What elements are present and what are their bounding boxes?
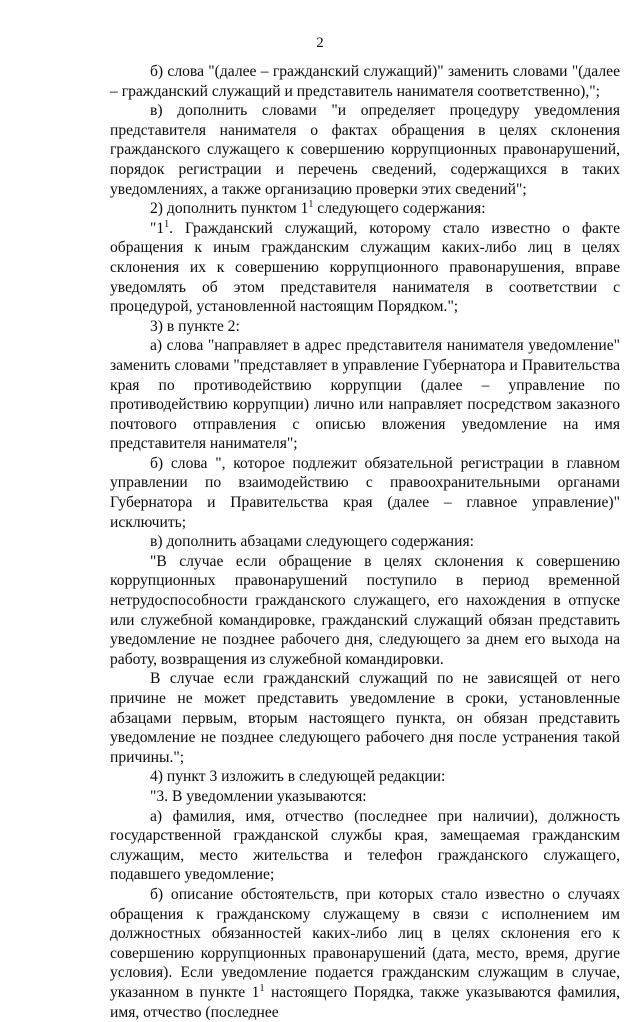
paragraph: в) дополнить абзацами следующего содержания:	[150, 533, 474, 551]
paragraph: б) слова "(далее – гражданский служащий)" заменить словами "(далее – гражданский служащий и представитель нанимателя соответственно),";	[110, 63, 620, 100]
paragraph: б) описание обстоятельств, при которых стало известно о случаях обращения к гражданскому служащему в связи с исполнением им должностных обязанностей каких-либо лиц в целях склонения его к совершению коррупционных правонарушений (дата, место, время, другие условия). Если уведомление подается гражданским служащим в случае, указанном в пункте $1^1$ настоящего Порядка, также указываются фамилия, имя, отчество (последнее	[110, 885, 621, 1021]
paragraph: а) фамилия, имя, отчество (последнее при наличии), должность государственной гражданской службы края, замещаемая гражданским служащим, место жительства и телефон гражданского служащего, подавшего уведомление;	[110, 807, 620, 884]
paragraph: 2) дополнить пунктом $1^1$ следующего содержания:	[150, 199, 486, 218]
superscript: 1	[259, 982, 265, 994]
paragraph: а) слова "направляет в адрес представителя нанимателя уведомление" заменить словами "представляет в управление Губернатора и Правительства края по противодействию коррупции (далее – управление по противодействию коррупции) лично или направляет посредством заказного почтового отправления с описью вложения уведомление на имя представителя нанимателя";	[110, 337, 620, 453]
paragraph: "$1^1$. Гражданский служащий, которому стало известно о факте обращения к иным гражданским служащим каких-либо лиц в целях склонения их к совершению коррупционного правонарушения, вправе уведомлять об этом представителя нанимателя в соответствии с процедурой, установленной настоящим Порядком.";	[110, 218, 620, 316]
paragraph: "В случае если обращение в целях склонения к совершению коррупционных правонарушений поступило в период временной нетрудоспособности гражданского служащего, его нахождения в отпуске или служебной командировке, гражданский служащий обязан представить уведомление не позднее рабочего дня, следующего за днем его выхода на работу, возвращения из служебной командировки.	[110, 552, 620, 668]
paragraph: "3. В уведомлении указываются:	[150, 787, 367, 805]
superscript: 1	[308, 199, 314, 211]
document-body	[110, 62, 620, 1022]
paragraph: В случае если гражданский служащий по не зависящей от него причине не может представить уведомление в сроки, установленные абзацами первым, вторым настоящего пункта, он обязан представить уведомление не позднее следующего рабочего дня после устранения такой причины.";	[110, 670, 620, 766]
page-number: 2	[316, 35, 324, 51]
paragraph: в) дополнить словами "и определяет процедуру уведомления представителя нанимателя о фактах обращения в целях склонения гражданского служащего к совершению коррупционных правонарушений, порядок регистрации и перечень сведений, содержащихся в таких уведомлениях, а также организацию проверки этих сведений";	[110, 102, 620, 198]
superscript: 1	[164, 218, 170, 230]
paragraph: 3) в пункте 2:	[150, 317, 240, 335]
paragraph: б) слова ", которое подлежит обязательной регистрации в главном управлении по взаимодействию с правоохранительными органами Губернатора и Правительства края (далее – главное управление)" исключить;	[110, 454, 620, 531]
paragraph: 4) пункт 3 изложить в следующей редакции:	[150, 768, 446, 786]
